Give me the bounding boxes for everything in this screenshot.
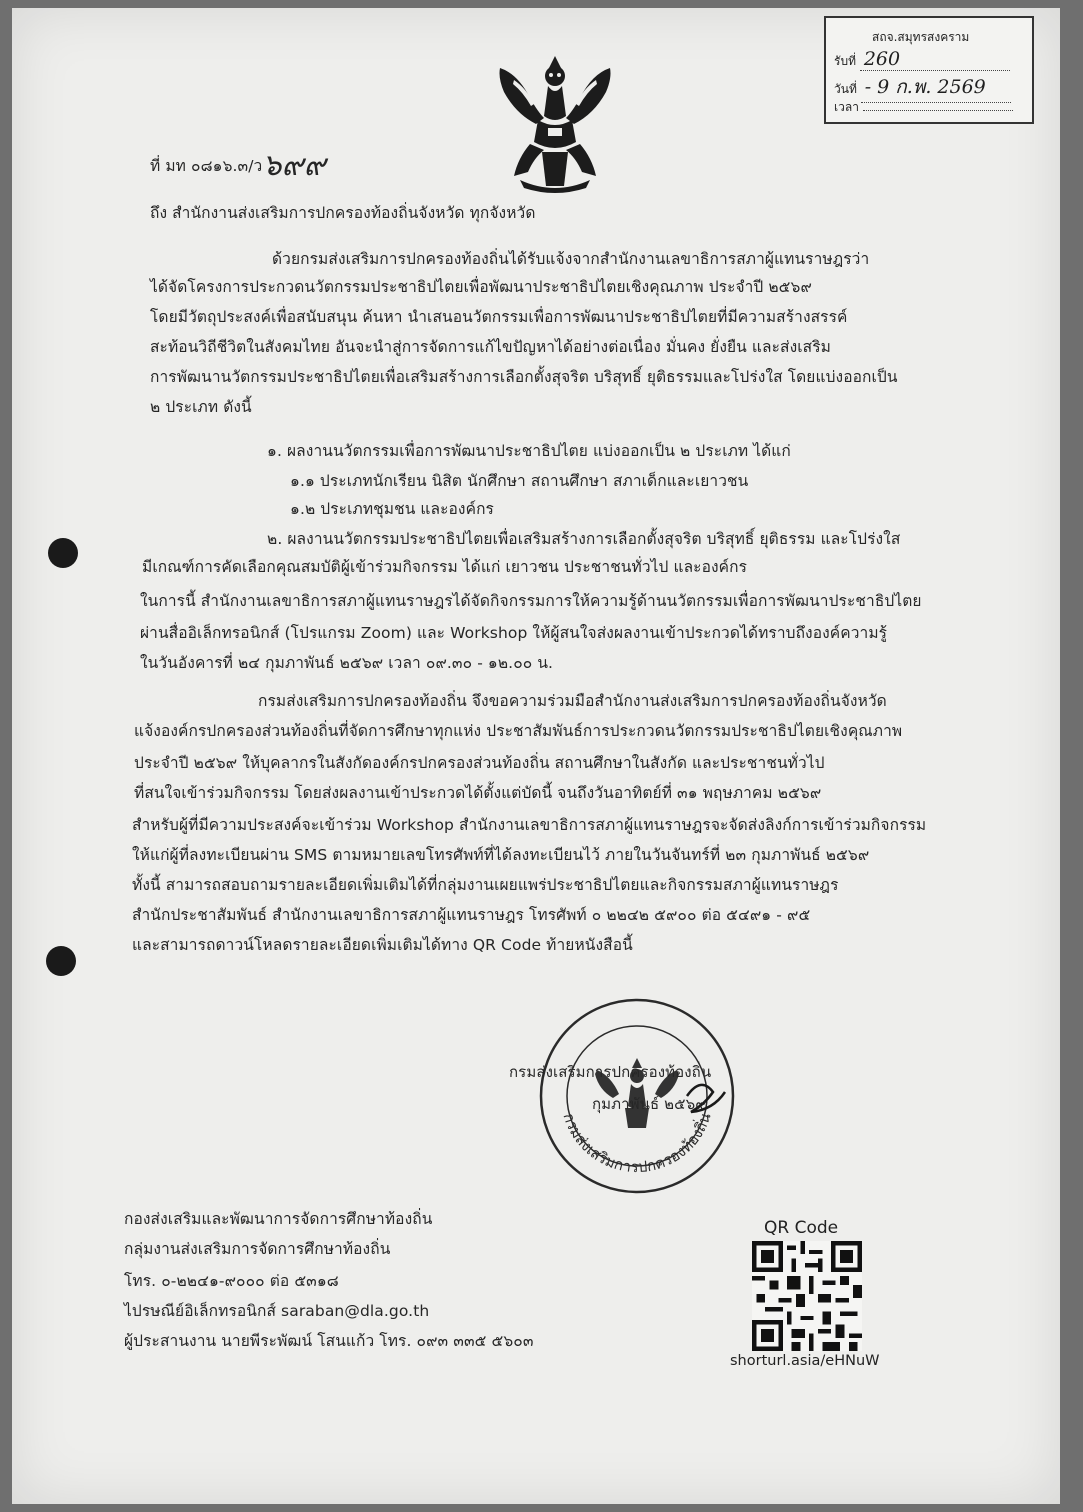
receipt-number-label: รับที่ [834, 54, 856, 68]
body-line: และสามารถดาวน์โหลดรายละเอียดเพิ่มเติมได้ทาง QR Code ท้ายหนังสือนี้ [132, 936, 633, 954]
punch-hole [46, 946, 76, 976]
list-item: ๑.๑ ประเภทนักเรียน นิสิต นักศึกษา สถานศึกษา สภาเด็กและเยาวชน [290, 472, 749, 490]
receipt-office: สถจ.สมุทรสงคราม [872, 30, 970, 44]
body-line: ทั้งนี้ สามารถสอบถามรายละเอียดเพิ่มเติมได้ที่กลุ่มงานเผยแพร่ประชาธิปไตยและกิจกรรมสภาผู้แทนราษฎร [132, 876, 839, 894]
qr-url[interactable]: shorturl.asia/eHNuW [730, 1353, 880, 1369]
body-line: มีเกณฑ์การคัดเลือกคุณสมบัติผู้เข้าร่วมกิจกรรม ได้แก่ เยาวชน ประชาชนทั่วไป และองค์กร [142, 558, 748, 576]
reference-line [150, 142, 326, 189]
body-line: กรมส่งเสริมการปกครองท้องถิ่น จึงขอความร่วมมือสำนักงานส่งเสริมการปกครองท้องถิ่นจังหวัด [258, 692, 887, 710]
footer-line: ผู้ประสานงาน นายพีระพัฒน์ โสนแก้ว โทร. ๐๙๓ ๓๓๕ ๕๖๐๓ [124, 1332, 534, 1350]
garuda-emblem [490, 48, 620, 193]
punch-hole [48, 538, 78, 568]
receipt-date: - 9 ก.พ. 2569 [864, 76, 986, 98]
body-line: ด้วยกรมส่งเสริมการปกครองท้องถิ่นได้รับแจ้งจากสำนักงานเลขาธิการสภาผู้แทนราษฎรว่า [272, 250, 870, 268]
receipt-stamp [824, 16, 1034, 124]
body-line: ให้แก่ผู้ที่ลงทะเบียนผ่าน SMS ตามหมายเลขโทรศัพท์ที่ได้ลงทะเบียนไว้ ภายในวันจันทร์ที่ ๒๓ กุมภาพันธ์ ๒๕๖๙ [132, 846, 870, 864]
signature-date: กุมภาพันธ์ ๒๕๖๙ [592, 1095, 707, 1113]
body-line: ในวันอังคารที่ ๒๔ กุมภาพันธ์ ๒๕๖๙ เวลา ๐๙.๓๐ - ๑๒.๐๐ น. [140, 654, 554, 672]
reference-prefix: ที่ มท ๐๘๑๖.๓/ว [150, 157, 263, 175]
list-item: ๒. ผลงานนวัตกรรมประชาธิปไตยเพื่อเสริมสร้างการเลือกตั้งสุจริต บริสุทธิ์ ยุติธรรม และโปร่งใส [267, 530, 901, 548]
list-item: ๑.๒ ประเภทชุมชน และองค์กร [290, 500, 494, 518]
body-line: ได้จัดโครงการประกวดนวัตกรรมประชาธิปไตยเพื่อพัฒนาประชาธิปไตยเชิงคุณภาพ ประจำปี ๒๕๖๙ [150, 278, 812, 296]
signature-department: กรมส่งเสริมการปกครองท้องถิ่น [509, 1063, 712, 1081]
qr-code[interactable] [752, 1241, 862, 1351]
list-item: ๑. ผลงานนวัตกรรมเพื่อการพัฒนาประชาธิปไตย แบ่งออกเป็น ๒ ประเภท ได้แก่ [267, 442, 791, 460]
footer-line: กลุ่มงานส่งเสริมการจัดการศึกษาท้องถิ่น [124, 1240, 391, 1258]
receipt-number: 260 [863, 48, 901, 70]
footer-line: ไปรษณีย์อิเล็กทรอนิกส์ saraban@dla.go.th [124, 1302, 430, 1320]
recipient-line: ถึง สำนักงานส่งเสริมการปกครองท้องถิ่นจังหวัด ทุกจังหวัด [150, 204, 536, 222]
reference-number: ๖๙๙ [262, 148, 326, 183]
document-page [12, 8, 1060, 1504]
body-line: ผ่านสื่ออิเล็กทรอนิกส์ (โปรแกรม Zoom) และ Workshop ให้ผู้สนใจส่งผลงานเข้าประกวดได้ทราบถึงองค์ความรู้ [140, 624, 888, 642]
body-line: ประจำปี ๒๕๖๙ ให้บุคลากรในสังกัดองค์กรปกครองส่วนท้องถิ่น สถานศึกษาในสังกัด และประชาชนทั่วไป [134, 754, 825, 772]
body-line: การพัฒนานวัตกรรมประชาธิปไตยเพื่อเสริมสร้างการเลือกตั้งสุจริต บริสุทธิ์ ยุติธรรมและโปร่งใส โดยแบ่งออกเป็น [150, 368, 898, 386]
body-line: ๒ ประเภท ดังนี้ [150, 398, 252, 416]
qr-label: QR Code [764, 1218, 839, 1238]
body-line: ในการนี้ สำนักงานเลขาธิการสภาผู้แทนราษฎรได้จัดกิจกรรมการให้ความรู้ด้านนวัตกรรมเพื่อการพัฒนาประชาธิปไตย [140, 592, 922, 610]
receipt-date-label: วันที่ [834, 82, 857, 96]
body-line: ที่สนใจเข้าร่วมกิจกรรม โดยส่งผลงานเข้าประกวดได้ตั้งแต่บัดนี้ จนถึงวันอาทิตย์ที่ ๓๑ พฤษภาคม ๒๕๖๙ [134, 784, 822, 802]
seal-text: กรมส่งเสริมการปกครองท้องถิ่น [559, 1110, 715, 1177]
receipt-time-label: เวลา [834, 100, 859, 114]
body-line: สำนักประชาสัมพันธ์ สำนักงานเลขาธิการสภาผู้แทนราษฎร โทรศัพท์ ๐ ๒๒๔๒ ๕๙๐๐ ต่อ ๕๔๙๑ - ๙๕ [132, 906, 811, 924]
body-line: สะท้อนวิถีชีวิตในสังคมไทย อันจะนำสู่การจัดการแก้ไขปัญหาได้อย่างต่อเนื่อง มั่นคง ยั่งยืน และส่งเสริม [150, 338, 831, 356]
footer-line: โทร. ๐-๒๒๔๑-๙๐๐๐ ต่อ ๕๓๑๘ [124, 1272, 339, 1290]
body-line: สำหรับผู้ที่มีความประสงค์จะเข้าร่วม Workshop สำนักงานเลขาธิการสภาผู้แทนราษฎรจะจัดส่งลิงก์การเข้าร่วมกิจกรรม [132, 816, 927, 834]
body-line: โดยมีวัตถุประสงค์เพื่อสนับสนุน ค้นหา นำเสนอนวัตกรรมเพื่อการพัฒนาประชาธิปไตยที่มีความสร้างสรรค์ [150, 308, 848, 326]
footer-line: กองส่งเสริมและพัฒนาการจัดการศึกษาท้องถิ่น [124, 1210, 433, 1228]
body-line: แจ้งองค์กรปกครองส่วนท้องถิ่นที่จัดการศึกษาทุกแห่ง ประชาสัมพันธ์การประกวดนวัตกรรมประชาธิปไตยเชิงคุณภาพ [134, 722, 903, 740]
